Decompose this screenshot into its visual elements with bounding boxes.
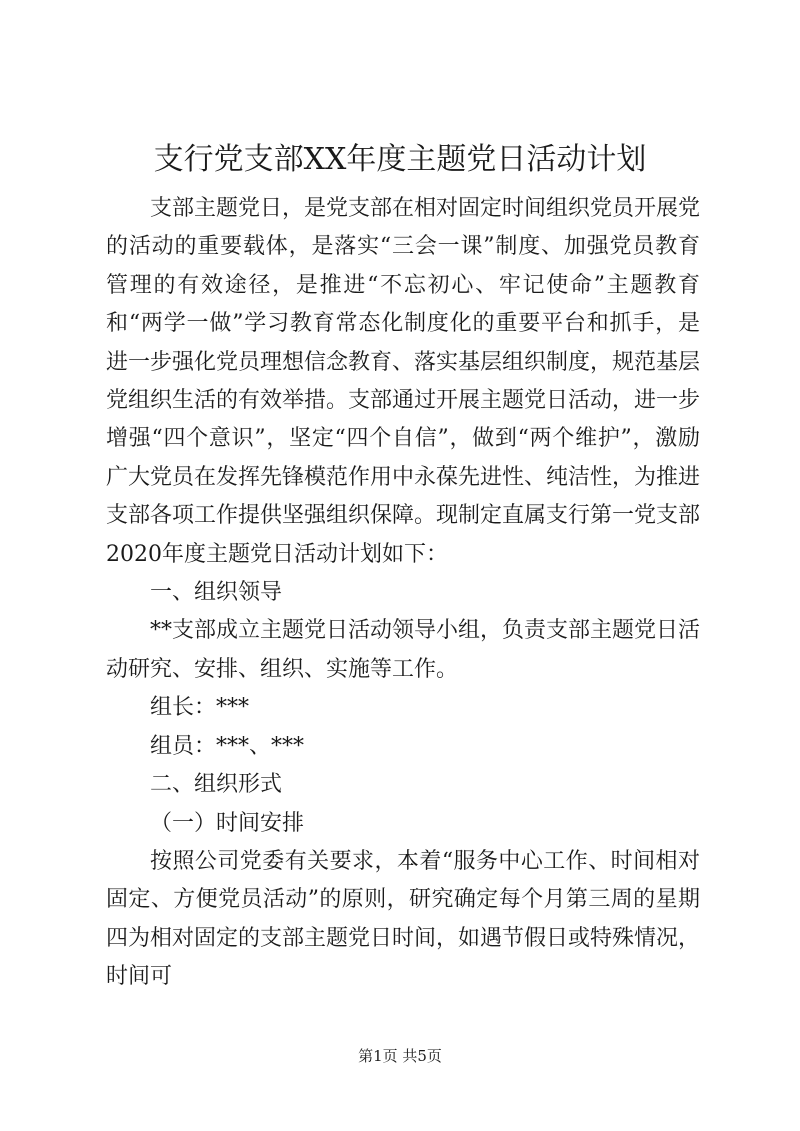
intro-paragraph: 支部主题党日，是党支部在相对固定时间组织党员开展党的活动的重要载体，是落实“三会一课”制度、加强党员教育管理的有效途径，是推进“不忘初心、牢记使命”主题教育和“两学一做”学习教育常态化制度化的重要平台和抓手，是进一步强化党员理想信念教育、落实基层组织制度，规范基层党组织生活的有效举措。支部通过开展主题党日活动，进一步增强“四个意识”，坚定“四个自信”，做到“两个维护”，激励广大党员在发挥先锋模范作用中永葆先进性、纯洁性，为推进支部各项工作提供坚强组织保障。现制定直属支行第一党支部2020年度主题党日活动计划如下： [106,196,701,567]
subsection-heading-time-arrangement: （一）时间安排 [150,810,305,836]
time-arrangement-paragraph: 按照公司党委有关要求，本着“服务中心工作、时间相对固定、方便党员活动”的原则，研究确定每个月第三周的星期四为相对固定的支部主题党日时间，如遇节假日或特殊情况，时间可 [106,848,701,990]
page-footer: 第1页 共5页 [358,1047,442,1065]
group-members-line: 组员：***、*** [150,733,305,759]
section-heading-organization-leadership: 一、组织领导 [150,580,283,606]
leadership-group-paragraph: **支部成立主题党日活动领导小组，负责支部主题党日活动研究、安排、组织、实施等工作。 [106,618,701,682]
document-title: 支行党支部XX年度主题党日活动计划 [153,142,647,177]
group-leader-line: 组长：*** [150,695,250,721]
section-heading-organization-form: 二、组织形式 [150,772,283,798]
document-body [106,190,700,997]
